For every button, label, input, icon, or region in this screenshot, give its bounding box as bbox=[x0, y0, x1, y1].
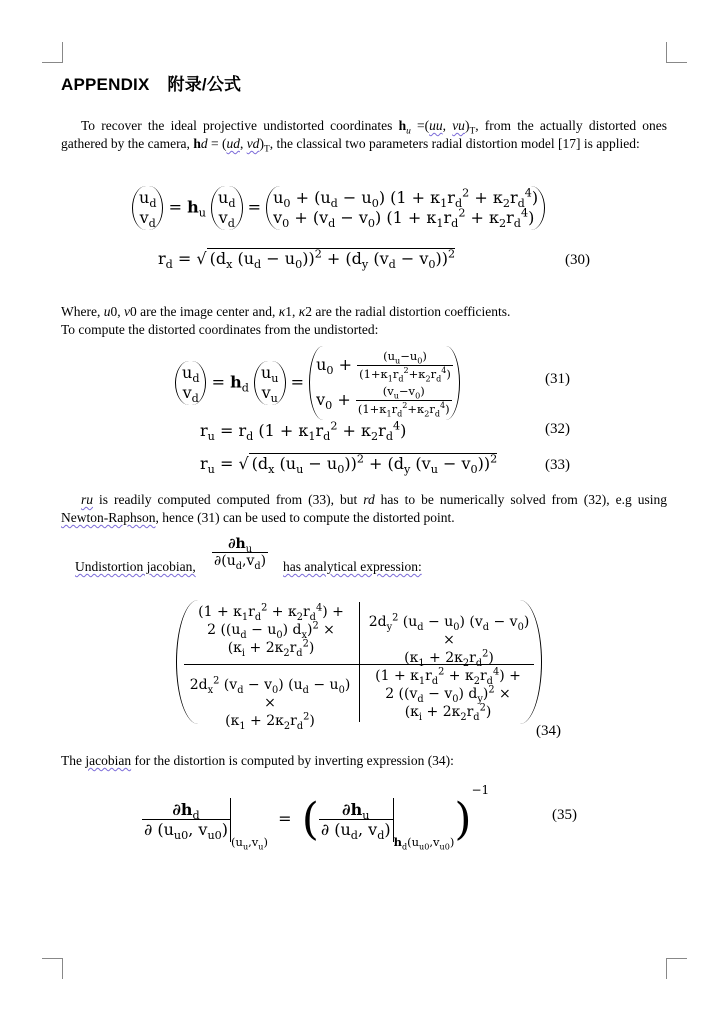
paragraph-jacobian: The jacobian for the distortion is computed by inverting expression (34): bbox=[61, 753, 454, 768]
equation-number-34: (34) bbox=[536, 723, 561, 739]
corner-mark-bottom-right bbox=[666, 958, 687, 979]
equation-30-rd: $r_d$ = √ ($d_x$ $(u_d - u_0))^2 + (d_y$ $(v_d - v_0))^2$ bbox=[158, 247, 456, 272]
corner-mark-top-left bbox=[42, 42, 63, 63]
heading-title: APPENDIX bbox=[61, 75, 150, 94]
heading-chinese: 附录/公式 bbox=[167, 75, 242, 94]
paragraph-ru: ru is readily computed computed from (33), but rd has to be numerically solved from (32), e.g using Newton-Raphson, hence (31) can be used to compute the distorted point. bbox=[61, 492, 667, 525]
equation-30-matrix: $u_d$ $v_d = h_u$ $u_d$ $v_d = u_0 + (u_d - u_0) (1 + \kappa_1r_d^2 + \kappa_2r_d^4)$ $v_0 + (v_d - v_0) (1 + \kappa_1r_d^2 + \kappa_2r_d^4)$ bbox=[132, 186, 545, 230]
equation-number-30: (30) bbox=[565, 252, 590, 268]
equation-number-31: (31) bbox=[545, 371, 570, 387]
undistortion-jacobian-label: Undistortion jacobian, bbox=[75, 559, 196, 574]
equation-33: $r_u$ = √ ($d_x$ $(u_u - u_0))^2 + (d_y$ $(v_u - v_0))^2$ bbox=[200, 452, 498, 477]
matrix-vertical-divider bbox=[359, 602, 360, 722]
analytical-expression-label: has analytical expression: bbox=[283, 559, 422, 574]
equation-35: $\frac{\partial h_d}{\partial (u_{u0}, v_{u0})}$ $_{(u_u,v_u)}$ = ( $\frac{\partial h_u}{\partial (u_d, v_d)}$ $_{h_d(u_{u0},v_{u0})}$)$^{-1}$ bbox=[144, 783, 490, 852]
matrix-cell-12: $2d_y^2$ $(u_d - u_0) (v_d - v_0)$ × $(\kappa_1 + 2\kappa_2r_d^2)$ bbox=[368, 612, 530, 669]
equation-number-33: (33) bbox=[545, 457, 570, 473]
matrix-cell-21: $2d_x^2$ $(v_d - v_0) (u_d - u_0)$ × $(\kappa_1 + 2\kappa_2r_d^2)$ bbox=[189, 675, 351, 732]
paragraph-intro: To recover the ideal projective undistorted coordinates $h_u =(uu$, $vu)_T$, from the actually distorted ones gathered by the camera, hd = (ud, $vd)_T$, the classical two parameters radial distortion model [17] is applied: bbox=[61, 118, 668, 155]
page-heading bbox=[61, 70, 241, 95]
equation-32: $r_u = r_d$ $(1 + \kappa_1r_d^2 + \kappa_2r_d^4)$ bbox=[200, 419, 407, 444]
matrix-cell-22: $(1 + \kappa_1r_d^2 + \kappa_2r_d^4)$ + 2 $((v_d - v_0) d_y)^2$ × $(\kappa_i + 2\kappa_2r_d^2)$ bbox=[375, 666, 521, 723]
corner-mark-top-right bbox=[666, 42, 687, 63]
inline-derivative: $\frac{\partial h_u}{\partial(u_d,v_d)}$ bbox=[214, 536, 267, 572]
paragraph-where: Where, u0, v0 are the image center and, κ1, κ2 are the radial distortion coefficients. To compute the distorted coordinates from the undistorted: bbox=[61, 304, 511, 337]
corner-mark-bottom-left bbox=[42, 958, 63, 979]
equation-number-32: (32) bbox=[545, 421, 570, 437]
equation-31: $u_d$ $v_d = h_d$ $u_u$ $v_u = u_0$ + $\frac{(u_u-u_0)}{(1+\kappa_1r_d^2+\kappa_2r_d^4)}$ $v_0$ + $\frac{(v_u-v_0)}{(1+\kappa_1r_d^2+\kappa_2r_d^4)}$ bbox=[175, 346, 460, 420]
matrix-cell-11: $(1 + \kappa_1r_d^2 + \kappa_2r_d^4)$ + 2 $((u_d - u_0) d_x)^2$ × $(\kappa_i + 2\kappa_2r_d^2)$ bbox=[198, 602, 344, 659]
equation-number-35: (35) bbox=[552, 807, 577, 823]
